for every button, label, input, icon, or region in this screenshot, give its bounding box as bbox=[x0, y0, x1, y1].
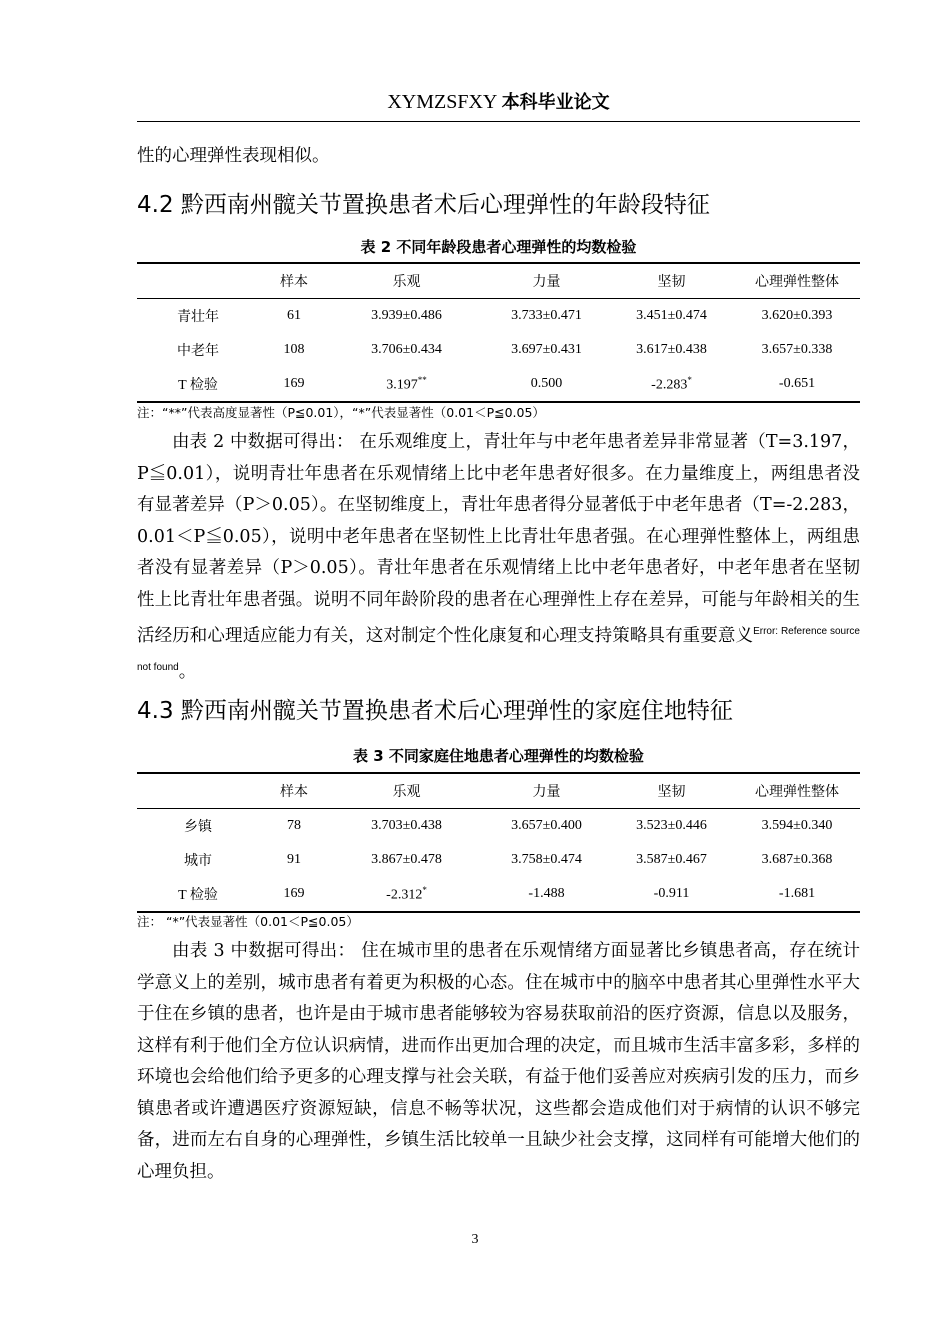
header-code: XYMZSFXY bbox=[387, 91, 497, 113]
cell-strength: 3.733±0.471 bbox=[511, 308, 582, 323]
table-row bbox=[137, 299, 860, 334]
table-row-ttest bbox=[137, 367, 860, 402]
table-3 bbox=[137, 772, 860, 913]
table-2-col-overall: 心理弹性整体 bbox=[734, 263, 860, 299]
paragraph-end: 。 bbox=[178, 662, 197, 683]
cell-tenacity: -0.911 bbox=[609, 877, 734, 912]
cell-optimism-value: -2.312 bbox=[386, 887, 423, 903]
cell-strength: 0.500 bbox=[484, 367, 609, 402]
row-label: 中老年 bbox=[177, 344, 219, 359]
row-label: 城市 bbox=[184, 854, 212, 869]
cell-strength: -1.488 bbox=[484, 877, 609, 912]
table-3-col-overall: 心理弹性整体 bbox=[734, 773, 860, 809]
section-heading-4-3: 4.3 黔西南州髋关节置换患者术后心理弹性的家庭住地特征 bbox=[137, 698, 733, 724]
table-2-col-optimism: 乐观 bbox=[329, 263, 484, 299]
cell-n: 169 bbox=[259, 877, 329, 912]
table-row bbox=[137, 333, 860, 367]
cell-overall: -0.651 bbox=[734, 367, 860, 402]
significance-mark: * bbox=[687, 374, 692, 385]
cell-optimism bbox=[329, 367, 484, 402]
table-2 bbox=[137, 262, 860, 403]
table-2-col-tenacity: 坚韧 bbox=[609, 263, 734, 299]
cell-tenacity: 3.617±0.438 bbox=[636, 342, 707, 357]
row-label: 乡镇 bbox=[184, 820, 212, 835]
table-3-note: 注： “*”代表显著性（0.01＜P≦0.05） bbox=[137, 914, 359, 929]
table-2-col-blank bbox=[137, 263, 259, 299]
cell-n: 78 bbox=[287, 818, 301, 833]
cell-strength: 3.697±0.431 bbox=[511, 342, 582, 357]
cell-overall: 3.594±0.340 bbox=[761, 818, 833, 833]
row-label: 青壮年 bbox=[177, 310, 219, 325]
page-number: 3 bbox=[471, 1232, 479, 1247]
table-row-ttest bbox=[137, 877, 860, 912]
table-3-caption: 表 3 不同家庭住地患者心理弹性的均数检验 bbox=[353, 747, 644, 765]
cell-tenacity-value: -2.283 bbox=[651, 377, 688, 393]
cell-optimism: 3.867±0.478 bbox=[371, 852, 442, 867]
reference-error: Error: Reference source not found bbox=[137, 626, 860, 674]
section-4-3-paragraph: 由表 3 中数据可得出： 住在城市里的患者在乐观情绪方面显著比乡镇患者高，存在统计学意义上的差别，城市患者有着更为积极的心态。住在城市中的脑卒中患者其心里弹性水平大于住在乡镇的患者，也许是由于城市患者能够较为容易获取前沿的医疗资源，信息以及服务，这样有利于他们全方位认识病情，进而作出更加合理的决定，而且城市生活丰富多彩，多样的环境也会给他们给予更多的心理支撑与社会关联，有益于他们妥善应对疾病引发的压力，而乡镇患者或许遭遇医疗资源短缺，信息不畅等状况，这些都会造成他们对于病情的认识不够完备，进而左右自身的心理弹性，乡镇生活比较单一且缺少社会支撑，这同样有可能增大他们的心理负担。 bbox=[137, 941, 860, 1182]
cell-tenacity: 3.451±0.474 bbox=[636, 308, 707, 323]
table-3-col-strength: 力量 bbox=[484, 773, 609, 809]
table-3-col-n: 样本 bbox=[259, 773, 329, 809]
table-3-col-optimism: 乐观 bbox=[329, 773, 484, 809]
cell-optimism: 3.706±0.434 bbox=[371, 342, 442, 357]
section-heading-4-2: 4.2 黔西南州髋关节置换患者术后心理弹性的年龄段特征 bbox=[137, 192, 710, 218]
cell-tenacity: 3.523±0.446 bbox=[636, 818, 707, 833]
cell-n: 108 bbox=[283, 342, 305, 357]
table-2-col-n: 样本 bbox=[259, 263, 329, 299]
table-3-col-blank bbox=[137, 773, 259, 809]
table-2-col-strength: 力量 bbox=[484, 263, 609, 299]
cell-strength: 3.758±0.474 bbox=[511, 852, 582, 867]
cell-n: 169 bbox=[259, 367, 329, 402]
cell-optimism: 3.703±0.438 bbox=[371, 818, 442, 833]
cell-overall: 3.620±0.393 bbox=[761, 308, 833, 323]
cell-tenacity: 3.587±0.467 bbox=[636, 852, 707, 867]
cell-optimism bbox=[329, 877, 484, 912]
paragraph-text: 由表 2 中数据可得出： 在乐观维度上，青壮年与中老年患者差异非常显著（T=3.197，P≦0.01），说明青壮年患者在乐观情绪上比中老年患者好很多。在力量维度上，两组患者没有显著差异（P＞0.05）。在坚韧维度上，青壮年患者得分显著低于中老年患者（T=-2.283，0.01＜P≦0.05），说明中老年患者在坚韧性上比青壮年患者强。在心理弹性整体上，两组患者没有显著差异（P＞0.05）。青壮年患者在乐观情绪上比中老年患者好，中老年患者在坚韧性上比青壮年患者强。说明不同年龄阶段的患者在心理弹性上存在差异，可能与年龄相关的生活经历和心理适应能力有关，这对制定个性化康复和心理支持策略具有重要意义 bbox=[137, 432, 860, 646]
cell-optimism-value: 3.197 bbox=[386, 377, 418, 393]
page-header bbox=[137, 88, 860, 114]
cell-overall: -1.681 bbox=[734, 877, 860, 912]
table-3-col-tenacity: 坚韧 bbox=[609, 773, 734, 809]
table-row bbox=[137, 809, 860, 844]
cell-overall: 3.657±0.338 bbox=[761, 342, 833, 357]
row-label: T 检验 bbox=[137, 877, 259, 912]
significance-mark: ** bbox=[417, 374, 427, 385]
table-2-note: 注：“**”代表高度显著性（P≦0.01），“*”代表显著性（0.01＜P≦0.05） bbox=[137, 405, 545, 420]
header-label: 本科毕业论文 bbox=[501, 92, 610, 113]
header-rule bbox=[137, 121, 860, 122]
cell-strength: 3.657±0.400 bbox=[511, 818, 582, 833]
cell-overall: 3.687±0.368 bbox=[761, 852, 833, 867]
row-label: T 检验 bbox=[137, 367, 259, 402]
table-2-caption: 表 2 不同年龄段患者心理弹性的均数检验 bbox=[360, 238, 637, 256]
table-row bbox=[137, 843, 860, 877]
section-4-2-paragraph bbox=[137, 427, 860, 689]
cell-optimism: 3.939±0.486 bbox=[371, 308, 442, 323]
table-3-header-row bbox=[137, 773, 860, 809]
intro-line: 性的心理弹性表现相似。 bbox=[137, 146, 330, 166]
significance-mark: * bbox=[422, 884, 427, 895]
table-2-header-row bbox=[137, 263, 860, 299]
cell-tenacity bbox=[609, 367, 734, 402]
cell-n: 91 bbox=[287, 852, 301, 867]
cell-n: 61 bbox=[287, 308, 301, 323]
